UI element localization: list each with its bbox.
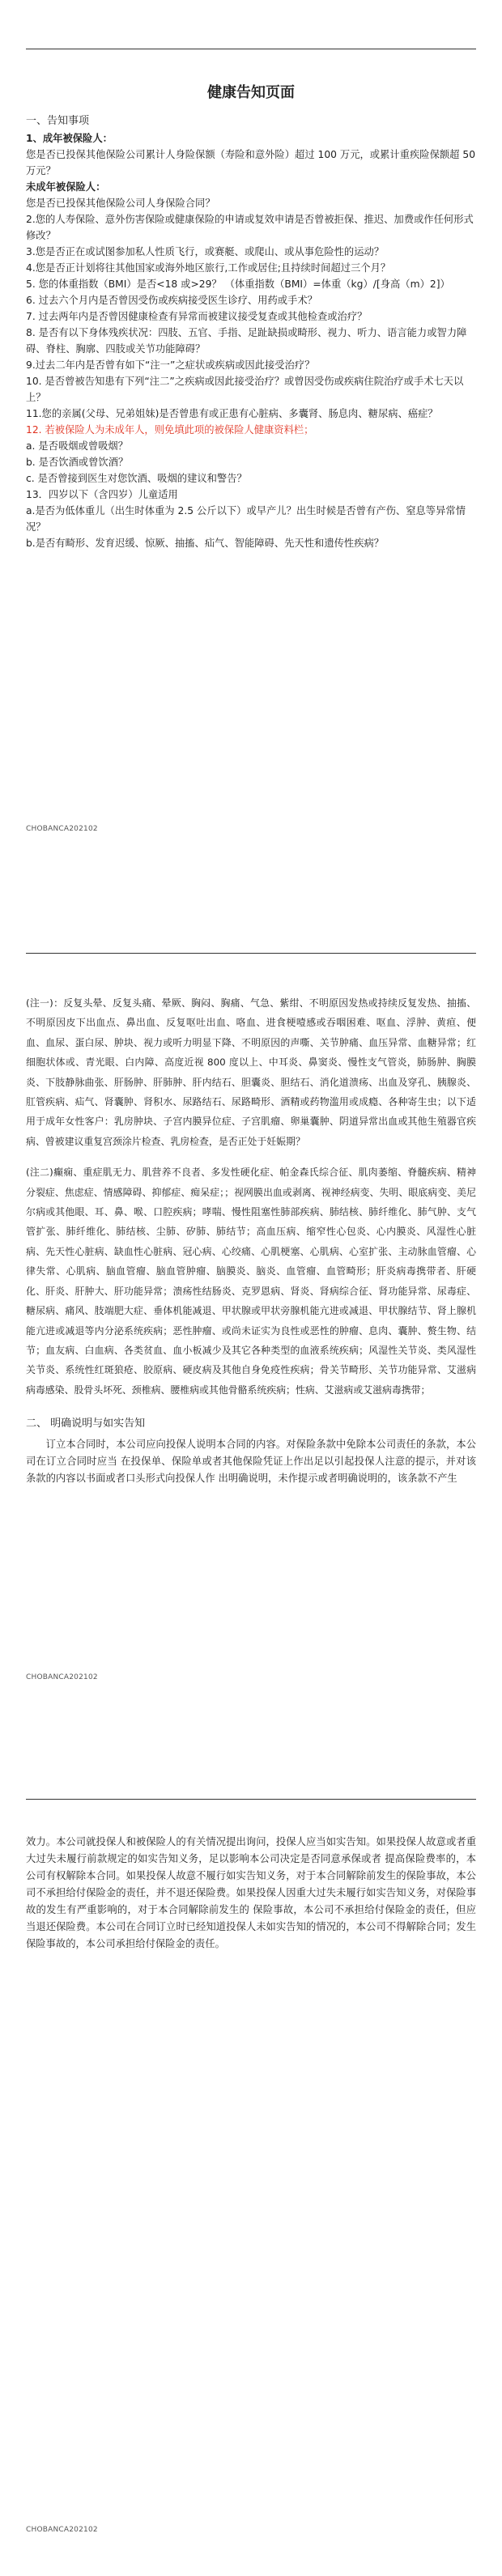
note-1: (注一)：反复头晕、反复头痛、晕厥、胸闷、胸痛、气急、紫绀、不明原因发热或持续反复发热、抽搐、不明原因皮下出血点、鼻出血、反复呕吐出血、咯血、进食梗噎感或吞咽困难、呕血、浮肿、黄疸、便血、血尿、蛋白尿、肿块、视力或听力明显下降、不明原因的声嘶、关节肿痛、血压异常、血糖异常；红细胞状体或、青光眼、白内障、高度近视 800 度以上、中耳炎、鼻窦炎、慢性支气管炎，肺肠肿、胸膜炎、下肢静脉曲张、肝肠肿、肝肺肿、肝内结石、胆囊炎、胆结石、消化道溃疡、出血及穿孔、胰腺炎、肛管疾病、疝气、肾囊肿、肾积水、尿路结石、尿路畸形、酒精或药物滥用或成瘾、各种寄生虫；以下适用于成年女性客户：乳房肿块、子宫内膜异位症、子宫肌瘤、卵巢囊肿、阴道异常出血或其他生殖器官疾病、曾被建议重复宫颈涂片检查、乳房检查，是否正处于妊娠期？ (26, 997, 476, 1147)
note-2: (注二)癫痫、重症肌无力、肌营养不良者、多发性硬化症、帕金森氏综合征、肌肉萎缩、脊髓疾病、精神分裂症、焦虑症、情感障碍、抑郁症、痴呆症；；视网膜出血或剥离、视神经病变、失明、眼底病变、美尼尔病或其他眼、耳、鼻、喉、口腔疾病；哮喘、慢性阻塞性肺部疾病、肺结核、肺纤维化、肺气肿、支气管扩张、肺纤维化、肺结核、尘肺、矽肺、肺结节；高血压病、缩窄性心包炎、心内膜炎、风湿性心脏病、先天性心脏病、缺血性心脏病、冠心病、心绞痛、心肌梗塞、心肌病、心室扩张、主动脉血管瘤、心律失常、心肌病、脑血管瘤、脑血管肿瘤、脑膜炎、脑炎、血管瘤、血管畸形；肝炎病毒携带者、肝硬化、肝炎、肝肿大、肝功能异常；溃疡性结肠炎、克罗恩病、肾炎、肾病综合征、肾功能异常、尿毒症、糖尿病、痛风、肢端肥大症、垂体机能减退、甲状腺或甲状旁腺机能亢进或减退、甲状腺结节、肾上腺机能亢进或减退等内分泌系统疾病；恶性肿瘤、或尚未证实为良性或恶性的肿瘤、息肉、囊肿、赘生物、结节；血友病、白血病、各类贫血、血小板减少及其它各种类型的血液系统疾病；风湿性关节炎、类风湿性关节炎、系统性红斑狼疮、胶原病、硬皮病及其他自身免疫性疾病；骨关节畸形、关节功能异常、艾滋病病毒感染、股骨头坏死、颈椎病、腰椎病或其他骨骼系统疾病；性病、艾滋病或艾滋病毒携带； (26, 1167, 476, 1396)
continuation-paragraph: 效力。本公司就投保人和被保险人的有关情况提出询问，投保人应当如实告知。如果投保人故意或者重大过失未履行前款规定的如实告知义务，足以影响本公司决定是否同意承保或者 提高保险费率的，本公司有权解除本合同。如果投保人故意不履行如实告知义务，对于本合同解除前发生的保险事故，本公司不承担给付保险金的责任，并不退还保险费。如果投保人因重大过失未履行如实告知义务，对保险事故的发生有严重影响的，对于本合同解除前发生的 保险事故，本公司不承担给付保险金的责任，但应当退还保险费。本公司在合同订立时已经知道投保人未如实告知的情况的，本公司不得解除合同；发生保险事故的，本公司承担给付保险金的责任。 (26, 1836, 476, 1949)
question-5: 5. 您的体重指数（BMI）是否<18 或>29？ （体重指数（BMI）=体重（kg）/[身高（m）2]） (26, 278, 450, 290)
sub-question-c: c. 是否曾接到医生对您饮酒、吸烟的建议和警告？ (26, 473, 247, 484)
question-11: 11.您的亲属(父母、兄弟姐妹)是否曾患有或正患有心脏病、多囊肾、肠息肉、糖尿病、癌症？ (26, 408, 438, 419)
question-13b: b.是否有畸形、发育迟缓、惊厥、抽搐、疝气、智能障碍、先天性和遗传性疾病？ (26, 538, 385, 549)
question-9: 9.过去二年内是否曾有如下“注一”之症状或疾病或因此接受治疗？ (26, 359, 315, 371)
page-3 (26, 1799, 476, 1800)
footer-code: CHOBANCA202102 (26, 825, 98, 833)
minor-notice: 12. 若被保险人为未成年人，则免填此项的被保险人健康资料栏； (26, 424, 314, 436)
page-title: 健康告知页面 (207, 84, 295, 101)
sub-question-b: b. 是否饮酒或曾饮酒？ (26, 457, 129, 468)
section-heading-2: 二、 明确说明与如实告知 (26, 1418, 146, 1430)
question-8: 8. 是否有以下身体残疾状况：四肢、五官、手指、足趾缺损或畸形、视力、听力、语言能力或智力障碍、脊柱、胸廓、四肢或关节功能障碍？ (26, 327, 467, 355)
page-3-content (26, 1834, 476, 1953)
top-rule (26, 1799, 476, 1800)
question-4: 4.您是否正计划将往其他国家或海外地区旅行,工作或居住;且持续时间超过三个月？ (26, 262, 391, 274)
adult-insured-heading: 1、成年被保险人： (26, 133, 113, 144)
footer-code: CHOBANCA202102 (26, 2526, 98, 2534)
question-13: 13．四岁以下（含四岁）儿童适用 (26, 489, 178, 500)
disclosure-paragraph: 订立本合同时，本公司应向投保人说明本合同的内容。对保险条款中免除本公司责任的条款，本公司在订立合同时应当 在投保单、保险单或者其他保险凭证上作出足以引起投保人注意的提示，并对该条款的内容以书面或者口头形式向投保人作 出明确说明，未作提示或者明确说明的，该条款不产生 (26, 1439, 476, 1485)
section-heading-1: 一、告知事项 (26, 115, 90, 127)
page-2-footer (26, 1673, 476, 1681)
page-2-content (26, 993, 476, 1487)
question-1: 您是否已投保其他保险公司累计人身险保额（寿险和意外险）超过 100 万元，或累计重疾险保额超 50 万元？ (26, 149, 476, 176)
question-7: 7. 过去两年内是否曾因健康检查有异常而被建议接受复查或其他检查或治疗？ (26, 311, 368, 322)
top-rule (26, 953, 476, 954)
question-3: 3.您是否正在或试图参加私人性质飞行，或赛艇、或爬山、或从事危险性的运动？ (26, 246, 385, 257)
sub-question-a: a. 是否吸烟或曾吸烟？ (26, 440, 129, 452)
question-2: 2.您的人寿保险、意外伤害保险或健康保险的申请或复效申请是否曾被拒保、推迟、加费或作任何形式修改？ (26, 214, 474, 241)
question-13a: a.是否为低体重儿（出生时体重为 2.5 公斤以下）或早产儿？出生时候是否曾有产伤、窒息等异常情况？ (26, 505, 466, 533)
question-6: 6. 过去六个月内是否曾因受伤或疾病接受医生诊疗、用药或手术？ (26, 295, 317, 306)
page-3-footer (26, 2526, 476, 2534)
footer-code: CHOBANCA202102 (26, 1673, 98, 1681)
page-2 (26, 953, 476, 954)
minor-insured-heading: 未成年被保险人： (26, 181, 106, 193)
page-1-footer (26, 825, 476, 833)
question-10: 10. 是否曾被告知患有下列“注二”之疾病或因此接受治疗？或曾因受伤或疾病住院治疗或手术七天以上？ (26, 376, 464, 403)
page-1-content (26, 81, 476, 551)
question-minor: 您是否已投保其他保险公司人身保险合同？ (26, 198, 215, 209)
